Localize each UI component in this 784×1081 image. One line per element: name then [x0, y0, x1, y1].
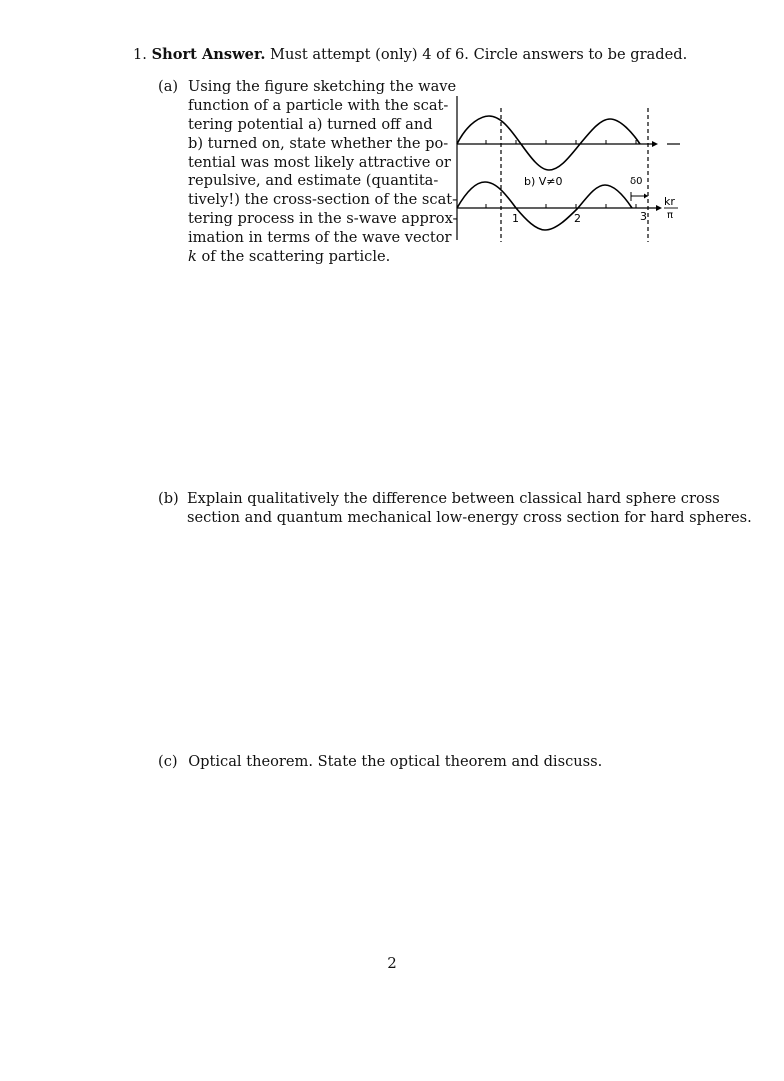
phase-shift-label: δ0 [630, 176, 643, 187]
upper-axis-ticks [486, 140, 636, 144]
curve-label: b) V≠0 [524, 175, 563, 188]
part-b-text [187, 490, 752, 528]
part-b [158, 490, 752, 528]
upper-axis-arrow-icon [652, 141, 658, 147]
question-instructions: Must attempt (only) 4 of 6. Circle answers to be graded. [270, 46, 688, 63]
part-a-line: imation in terms of the wave vector [188, 229, 452, 247]
part-c [158, 753, 602, 772]
tick-label-1: 1 [512, 212, 519, 225]
part-a-line-last [188, 248, 430, 267]
tick-label-2: 2 [574, 212, 581, 225]
part-c-label: (c) [158, 753, 178, 770]
part-b-label: (b) [158, 490, 179, 507]
part-a-line: function of a particle with the scat- [188, 96, 449, 114]
lower-axis-arrow-icon [656, 205, 662, 211]
question-heading [133, 46, 687, 65]
part-a-label: (a) [158, 78, 179, 95]
part-a-line-rest: of the scattering particle. [196, 248, 391, 266]
wave-curve-v-off [457, 116, 640, 170]
part-c-text: Optical theorem. State the optical theorem and discuss. [188, 753, 603, 770]
part-a-line: b) turned on, state whether the po- [188, 134, 449, 152]
axis-label-denominator: π [667, 210, 674, 221]
tick-label-3: 3 [640, 210, 647, 223]
part-b-line: Explain qualitatively the difference between classical hard sphere cross [187, 490, 720, 507]
question-title: Short Answer. [151, 46, 266, 63]
part-a-line: tering potential a) turned off and [188, 115, 433, 133]
part-a-line: tering process in the s-wave approx- [188, 210, 458, 228]
part-a [158, 78, 458, 267]
part-a-line: tively!) the cross-section of the scat- [188, 191, 458, 209]
page-number: 2 [387, 954, 397, 972]
axis-label-numerator: kr [664, 195, 675, 208]
wave-function-figure [450, 92, 690, 252]
part-a-line: repulsive, and estimate (quantita- [188, 172, 439, 190]
wave-vector-symbol: k [188, 248, 197, 266]
part-a-line: Using the figure sketching the wave [188, 78, 457, 95]
question-number: 1. [133, 46, 147, 63]
part-a-text [188, 78, 458, 267]
part-a-line: tential was most likely attractive or [188, 153, 451, 171]
lower-axis-ticks [486, 204, 636, 208]
part-b-line: section and quantum mechanical low-energy cross section for hard spheres. [187, 508, 752, 526]
